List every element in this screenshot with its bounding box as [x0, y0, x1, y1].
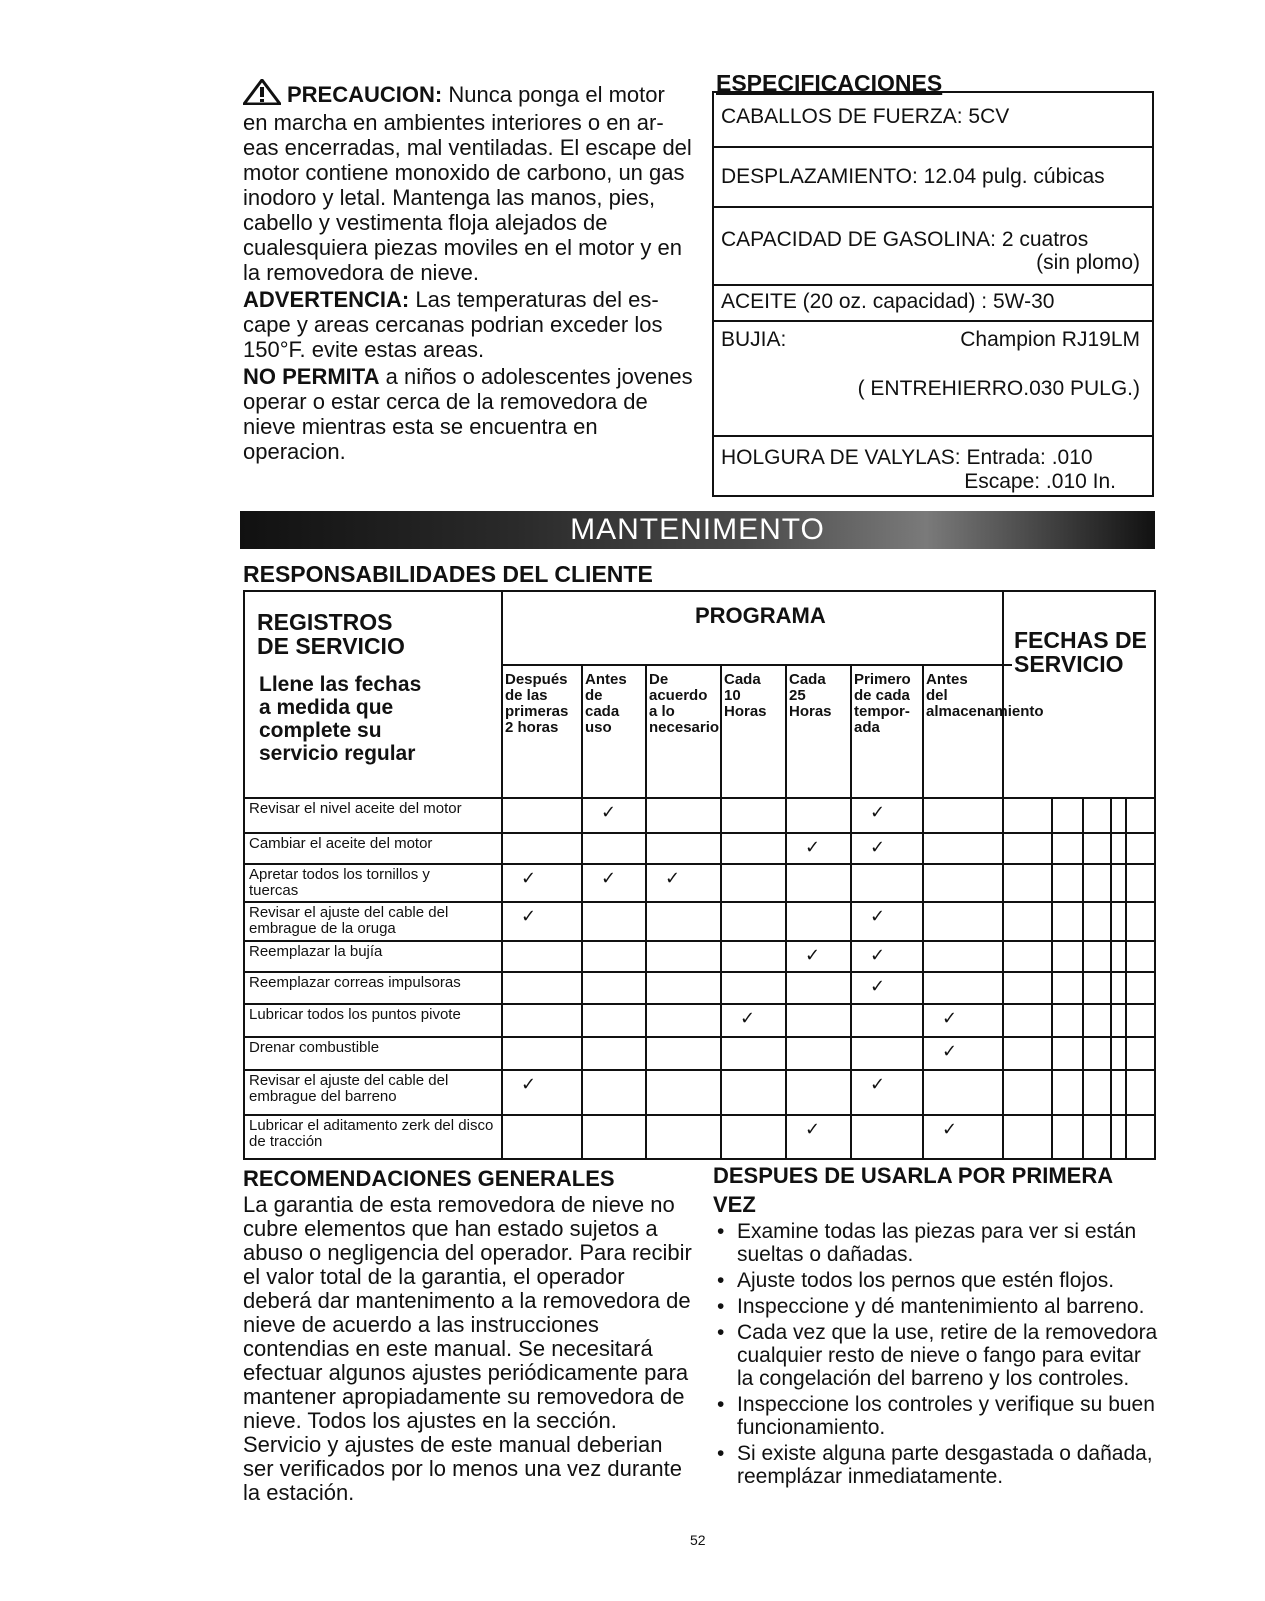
column-divider — [501, 592, 503, 1158]
specs-box — [712, 91, 1154, 497]
spec-spark-value: Champion RJ19LM — [960, 328, 1140, 351]
warning-paragraph — [243, 287, 695, 362]
schedule-header — [649, 672, 719, 736]
specs-title: ESPECIFICACIONES — [716, 70, 943, 96]
row-divider — [245, 940, 1154, 942]
schedule-header-line: a lo — [649, 703, 675, 720]
check-mark: ✓ — [942, 1041, 958, 1061]
spec-oil: ACEITE (20 oz. capacidad) : 5W-30 — [721, 290, 1055, 313]
maintenance-banner: MANTENIMENTO — [240, 511, 1155, 549]
task-label-line: Revisar el ajuste del cable del — [249, 1072, 449, 1089]
task-label-line: Lubricar el aditamento zerk del disco — [249, 1117, 494, 1134]
check-mark: ✓ — [521, 906, 537, 926]
task-label-line: Cambiar el aceite del motor — [249, 835, 433, 852]
schedule-header-line: Después — [505, 671, 568, 688]
schedule-header — [926, 672, 1044, 720]
schedule-header-line: uso — [585, 719, 612, 736]
task-label-line: Apretar todos los tornillos y — [249, 866, 430, 883]
after-first-use-item: • Inspeccione los controles y verifique su buen funcionamiento. — [713, 1393, 1158, 1439]
schedule-header-line: Horas — [789, 703, 832, 720]
spec-fuel-note: (sin plomo) — [1036, 251, 1140, 274]
schedule-header-line: Antes — [926, 671, 968, 688]
spec-spark-label: BUJIA: — [721, 328, 787, 351]
customer-responsibilities-title: RESPONSABILIDADES DEL CLIENTE — [243, 561, 653, 587]
warning-label: ADVERTENCIA: — [243, 287, 410, 312]
no-permit-label: NO PERMITA — [243, 364, 380, 389]
date-column-divider — [1082, 797, 1084, 1158]
task-label-line: Reemplazar correas impulsoras — [249, 974, 461, 991]
schedule-header-line: ada — [854, 719, 880, 736]
task-label-line: Reemplazar la bujía — [249, 943, 383, 960]
warning-text: Las temperaturas del es-cape y areas cercanas podrian exceder los 150°F. evite estas areas. — [243, 287, 663, 362]
task-label-line: embrague del barreno — [249, 1088, 397, 1105]
spec-row-oil — [714, 286, 1152, 322]
spec-valve-exhaust: Escape: .010 In. — [964, 470, 1116, 493]
schedule-header — [724, 672, 767, 720]
schedule-header-line: de las — [505, 687, 548, 704]
general-recommendations — [243, 1165, 698, 1505]
spec-horsepower: CABALLOS DE FUERZA: 5CV — [721, 105, 1010, 128]
row-divider — [245, 971, 1154, 973]
schedule-header-line: de — [585, 687, 603, 704]
schedule-header-line: tempor- — [854, 703, 910, 720]
column-divider — [645, 664, 647, 1158]
general-title: RECOMENDACIONES GENERALES — [243, 1166, 615, 1191]
caution-label: PRECAUCION: — [287, 82, 443, 107]
task-label — [249, 1040, 379, 1056]
caution-paragraph — [243, 79, 695, 285]
page-number: 52 — [690, 1532, 706, 1548]
records-sub-4: servicio regular — [259, 742, 416, 765]
row-divider — [245, 1069, 1154, 1071]
schedule-header-line: Cada — [724, 671, 761, 688]
task-label — [249, 1007, 461, 1023]
check-mark: ✓ — [942, 1119, 958, 1139]
warning-triangle-icon — [243, 79, 281, 110]
check-mark: ✓ — [521, 1074, 537, 1094]
task-label-line: Lubricar todos los puntos pivote — [249, 1006, 461, 1023]
task-label — [249, 975, 461, 991]
schedule-header — [505, 672, 568, 736]
column-divider — [850, 664, 852, 1158]
after-first-use-item: • Inspeccione y dé mantenimiento al barreno. — [713, 1295, 1158, 1318]
service-dates-title-1: FECHAS DE — [1014, 627, 1147, 653]
schedule-header-line: De — [649, 671, 669, 688]
date-column-divider — [1110, 797, 1112, 1158]
spec-displacement: DESPLAZAMIENTO: 12.04 pulg. cúbicas — [721, 165, 1105, 188]
schedule-header — [854, 672, 911, 736]
schedule-header-line: almacenamiento — [926, 703, 1044, 720]
schedule-header-line: cada — [585, 703, 620, 720]
general-text: La garantia de esta removedora de nieve no cubre elementos que han estado sujetos a abuso o negligencia del operador. Para recibir el valor total de la garantia, el operador deberá dar mantenimento a la removedora de nieve de acuerdo a las instrucciones contendias en este manual. Se necesitará efectuar algunos ajustes periódicamente para mantener apropiadamente su removedora de nieve. Todos los ajustes en la sección. Servicio y ajustes de este manual deberian ser verificados por lo menos una vez durante la estación. — [243, 1192, 692, 1505]
check-mark: ✓ — [805, 945, 821, 965]
after-first-use-list — [713, 1220, 1158, 1488]
schedule-header-line: necesario — [649, 719, 720, 736]
row-divider — [245, 1036, 1154, 1038]
check-mark: ✓ — [805, 837, 821, 857]
spec-row-spark-plug — [714, 322, 1152, 437]
records-sub-2: a medida que — [259, 696, 394, 719]
schedule-header-line: 10 — [724, 687, 741, 704]
service-dates-title-2: SERVICIO — [1014, 651, 1124, 677]
spec-row-horsepower — [714, 93, 1152, 148]
after-title-1: DESPUES DE USARLA POR PRIMERA — [713, 1163, 1114, 1188]
spec-valve: HOLGURA DE VALYLAS: Entrada: .010 — [721, 446, 1093, 469]
records-sub-3: complete su — [259, 719, 382, 742]
after-first-use-item: • Ajuste todos los pernos que estén flojos. — [713, 1269, 1158, 1292]
spec-row-fuel — [714, 208, 1152, 286]
schedule-header-line: Primero — [854, 671, 911, 688]
spec-fuel-capacity: CAPACIDAD DE GASOLINA: 2 cuatros — [721, 228, 1089, 251]
caution-section — [243, 79, 695, 464]
column-divider — [581, 664, 583, 1158]
task-label-line: embrague de la oruga — [249, 920, 396, 937]
task-label-line: Revisar el nivel aceite del motor — [249, 800, 462, 817]
schedule-header-line: 25 — [789, 687, 806, 704]
task-label-line: de tracción — [249, 1133, 323, 1150]
spec-row-valve — [714, 437, 1152, 499]
schedule-header-line: de cada — [854, 687, 910, 704]
row-divider — [245, 1114, 1154, 1116]
task-label-line: tuercas — [249, 882, 299, 899]
task-label — [249, 905, 448, 937]
row-divider — [245, 797, 1154, 799]
program-title: PROGRAMA — [695, 603, 826, 628]
schedule-header-line: acuerdo — [649, 687, 708, 704]
column-divider — [922, 664, 924, 1158]
check-mark: ✓ — [870, 945, 886, 965]
task-label-line: Drenar combustible — [249, 1039, 380, 1056]
check-mark: ✓ — [665, 868, 681, 888]
date-column-divider — [1051, 797, 1053, 1158]
schedule-header-line: del — [926, 687, 948, 704]
no-permit-text: a niños o adolescentes jovenes operar o estar cerca de la removedora de nieve mientras esta se encuentra en operacion. — [243, 364, 693, 464]
column-divider — [785, 664, 787, 1158]
task-label — [249, 836, 432, 852]
schedule-header-line: Horas — [724, 703, 767, 720]
check-mark: ✓ — [601, 802, 617, 822]
after-first-use — [713, 1162, 1158, 1491]
check-mark: ✓ — [870, 837, 886, 857]
check-mark: ✓ — [870, 802, 886, 822]
schedule-header — [789, 672, 832, 720]
program-divider — [501, 664, 1012, 666]
task-label — [249, 1118, 493, 1150]
schedule-header-line: Cada — [789, 671, 826, 688]
after-first-use-item: • Si existe alguna parte desgastada o dañada, reemplázar inmediatamente. — [713, 1442, 1158, 1488]
schedule-header-line: Antes — [585, 671, 627, 688]
spec-gap: ( ENTREHIERRO.030 PULG.) — [857, 377, 1140, 400]
column-divider — [720, 664, 722, 1158]
records-sub-1: Llene las fechas — [259, 673, 422, 696]
after-title-2: VEZ — [713, 1192, 756, 1217]
row-divider — [245, 832, 1154, 834]
task-label — [249, 1073, 448, 1105]
task-label — [249, 867, 430, 899]
task-label-line: Revisar el ajuste del cable del — [249, 904, 449, 921]
task-label — [249, 944, 382, 960]
after-first-use-item: • Examine todas las piezas para ver si están sueltas o dañadas. — [713, 1220, 1158, 1266]
spec-row-displacement — [714, 148, 1152, 208]
schedule-header-line: 2 horas — [505, 719, 559, 736]
check-mark: ✓ — [805, 1119, 821, 1139]
check-mark: ✓ — [870, 1074, 886, 1094]
row-divider — [245, 901, 1154, 903]
check-mark: ✓ — [870, 976, 886, 996]
schedule-header — [585, 672, 627, 736]
check-mark: ✓ — [740, 1008, 756, 1028]
row-divider — [245, 1003, 1154, 1005]
date-column-divider — [1125, 797, 1127, 1158]
check-mark: ✓ — [870, 906, 886, 926]
records-title-2: DE SERVICIO — [257, 633, 405, 659]
row-divider — [245, 863, 1154, 865]
no-permit-paragraph — [243, 364, 695, 464]
check-mark: ✓ — [601, 868, 617, 888]
after-first-use-item: • Cada vez que la use, retire de la removedora cualquier resto de nieve o fango para evitar la congelación del barreno y los controles. — [713, 1321, 1158, 1390]
maintenance-table — [243, 590, 1156, 1160]
records-title-1: REGISTROS — [257, 609, 393, 635]
schedule-header-line: primeras — [505, 703, 569, 720]
check-mark: ✓ — [942, 1008, 958, 1028]
check-mark: ✓ — [521, 868, 537, 888]
caution-text: Nunca ponga el motor en marcha en ambientes interiores o en ar-eas encerradas, mal ventiladas. El escape del motor contiene monoxido de carbono, un gas inodoro y letal. Mantenga las manos, pies, cabello y vestimenta floja alejados de cualesquiera piezas moviles en el motor y en la removedora de nieve. — [243, 82, 692, 285]
task-label — [249, 801, 462, 817]
